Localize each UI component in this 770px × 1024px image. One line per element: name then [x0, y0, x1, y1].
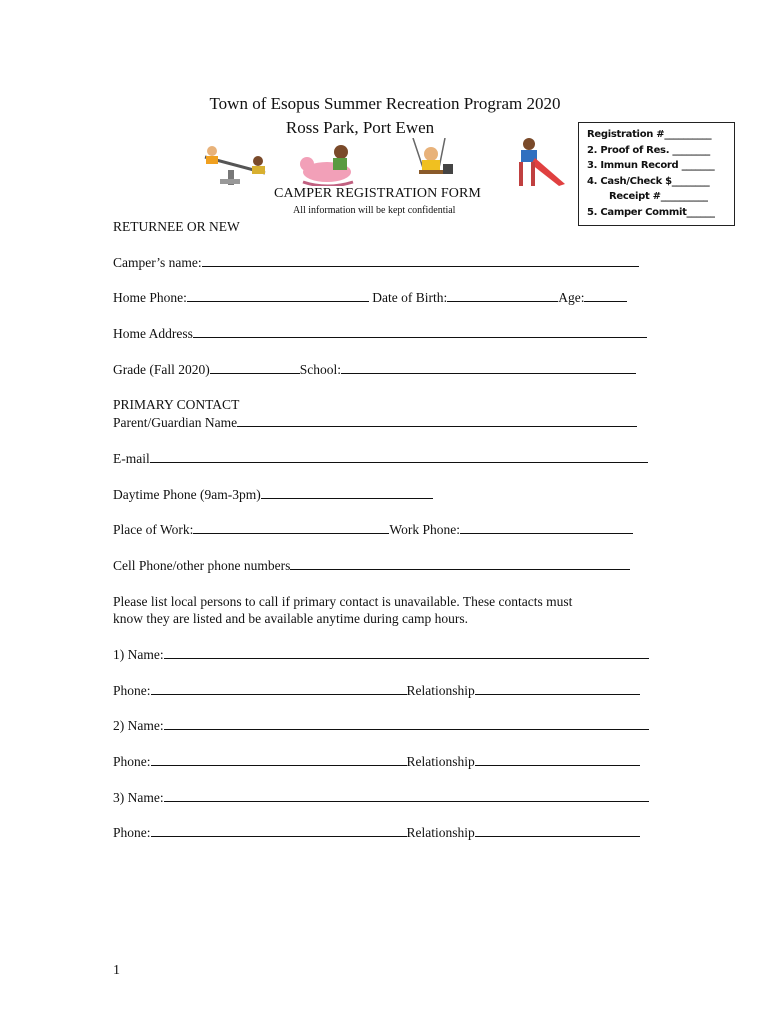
grade-school-row [113, 362, 636, 378]
work-phone-label: Work Phone: [389, 522, 460, 537]
work-phone-field[interactable] [460, 522, 633, 534]
campers-name-label: Camper’s name: [113, 255, 202, 270]
contact2-relationship-field[interactable] [475, 754, 640, 766]
office-payment: 4. Cash/Check $________ [587, 175, 710, 187]
phone-dob-age-row [113, 290, 627, 306]
contact1-relationship-label: Relationship [406, 683, 475, 698]
home-phone-label: Home Phone: [113, 290, 187, 305]
contact2-name-field[interactable] [164, 718, 649, 730]
office-receipt-number: Receipt #__________ [609, 191, 708, 203]
kid-on-swing-clipart [405, 138, 460, 188]
office-immunization-record: 3. Immun Record _______ [587, 160, 715, 172]
contact2-name-label: 2) Name: [113, 718, 164, 733]
campers-first-name-field[interactable] [202, 255, 420, 267]
contact1-phone-label: Phone: [113, 683, 151, 698]
school-label: School: [299, 362, 341, 377]
place-of-work-field[interactable] [193, 522, 389, 534]
form-location: Ross Park, Port Ewen [285, 118, 435, 137]
email-field[interactable] [150, 451, 648, 463]
kids-seesaw-clipart [200, 145, 275, 187]
primary-contact-heading: PRIMARY CONTACT [113, 397, 240, 412]
contact3-relationship-field[interactable] [475, 825, 640, 837]
home-address-label: Home Address [113, 326, 193, 341]
home-address-field[interactable] [193, 326, 647, 338]
office-proof-of-residence: 2. Proof of Res. ________ [587, 144, 710, 156]
office-camper-commitment: 5. Camper Commit______ [587, 206, 715, 218]
guardian-name-field[interactable] [237, 415, 637, 427]
home-address-row [113, 326, 647, 342]
cell-phone-field[interactable] [290, 558, 630, 570]
daytime-phone-field[interactable] [261, 487, 433, 499]
contact2-relationship-label: Relationship [406, 754, 475, 769]
contact1-name-row [113, 647, 649, 663]
grade-label: Grade (Fall 2020) [113, 362, 210, 377]
school-field[interactable] [341, 362, 636, 374]
contact3-name-field[interactable] [164, 790, 649, 802]
contact1-name-field[interactable] [164, 647, 649, 659]
contact3-phone-label: Phone: [113, 825, 151, 840]
date-of-birth-field[interactable] [447, 290, 558, 302]
office-registration-number: Registration #__________ [587, 129, 712, 140]
page-number: 1 [113, 963, 120, 978]
place-of-work-label: Place of Work: [113, 522, 194, 537]
daytime-phone-row [113, 487, 433, 503]
campers-name-row [113, 255, 639, 271]
work-row [113, 522, 633, 538]
date-of-birth-label: Date of Birth: [372, 290, 448, 305]
confidential-note: All information will be kept confidential [293, 205, 456, 216]
office-use-box [578, 122, 735, 226]
kid-on-slide-clipart [515, 136, 570, 188]
grade-field[interactable] [210, 362, 300, 374]
contact3-relationship-label: Relationship [406, 825, 475, 840]
contact3-phone-row [113, 825, 640, 841]
daytime-phone-label: Daytime Phone (9am-3pm) [113, 487, 261, 502]
contact2-phone-row [113, 754, 640, 770]
contact1-phone-row [113, 683, 640, 699]
contact3-name-label: 3) Name: [113, 790, 164, 805]
form-title: Town of Esopus Summer Recreation Program 2020 [209, 94, 561, 113]
contact2-phone-label: Phone: [113, 754, 151, 769]
cell-phone-row [113, 558, 630, 574]
contact2-name-row [113, 718, 649, 734]
kid-on-rocking-horse-clipart [297, 142, 367, 186]
contact1-phone-field[interactable] [151, 683, 407, 695]
campers-last-name-field[interactable] [420, 255, 639, 267]
registration-form-heading: CAMPER REGISTRATION FORM [274, 186, 481, 201]
contact1-relationship-field[interactable] [475, 683, 640, 695]
age-label: Age: [558, 290, 585, 305]
contact1-name-label: 1) Name: [113, 647, 164, 662]
local-contacts-instructions-2: know they are listed and be available anytime during camp hours. [113, 611, 469, 626]
guardian-name-row [113, 415, 637, 431]
contact3-name-row [113, 790, 649, 806]
local-contacts-instructions-1: Please list local persons to call if primary contact is unavailable. These contacts must [113, 594, 573, 609]
contact3-phone-field[interactable] [151, 825, 407, 837]
email-row [113, 451, 648, 467]
returnee-or-new-label: RETURNEE OR NEW [113, 219, 240, 234]
cell-phone-label: Cell Phone/other phone numbers [113, 558, 291, 573]
guardian-name-label: Parent/Guardian Name [113, 415, 238, 430]
home-phone-field[interactable] [187, 290, 369, 302]
age-field[interactable] [584, 290, 627, 302]
contact2-phone-field[interactable] [151, 754, 407, 766]
email-label: E-mail [113, 451, 150, 466]
